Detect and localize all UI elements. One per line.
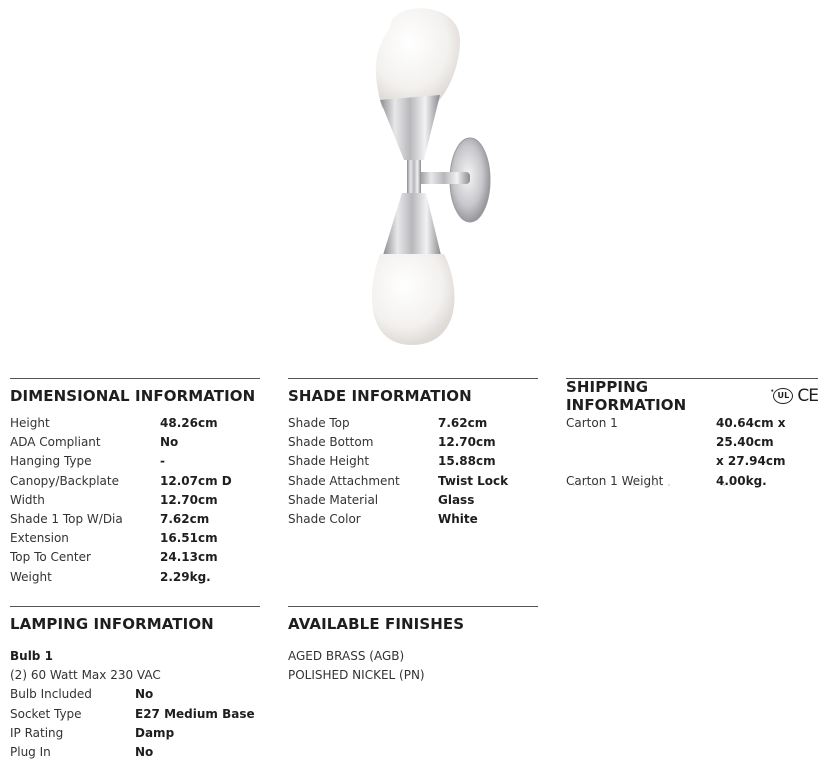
shade-row — [288, 491, 538, 510]
shipping-rows — [566, 414, 818, 491]
shipping-label: Carton 1 Weight — [566, 473, 664, 488]
shipping-title: SHIPPING INFORMATION — [566, 377, 687, 414]
dimensional-section — [10, 378, 260, 587]
dimensional-value: 48.26cm — [160, 416, 218, 430]
bulb-title: Bulb 1 — [10, 649, 53, 663]
lamping-section — [10, 606, 260, 762]
dimensional-row — [10, 414, 260, 433]
lamping-rows — [10, 647, 260, 762]
ul-listed-icon: UL · — [773, 388, 793, 404]
shipping-value: 4.00kg. — [716, 473, 767, 488]
lamping-value: E27 Medium Base — [135, 706, 255, 721]
finishes-title: AVAILABLE FINISHES — [288, 606, 538, 634]
shade-value: Glass — [438, 492, 475, 507]
shade-title: SHADE INFORMATION — [288, 378, 538, 406]
stem — [407, 155, 421, 197]
dimensional-label: Weight — [10, 569, 52, 584]
shade-value: 12.70cm — [438, 435, 496, 450]
shade-label: Shade Height — [288, 454, 370, 469]
dimensional-row — [10, 510, 260, 529]
shade-label: Shade Color — [288, 512, 361, 527]
shade-label: Shade Attachment — [288, 473, 400, 488]
top-glass-globe — [376, 8, 460, 108]
dimensional-row — [10, 529, 260, 548]
lamping-row — [10, 705, 260, 724]
dimensional-row — [10, 568, 260, 587]
shade-row — [288, 510, 538, 529]
dimensional-row — [10, 548, 260, 567]
certification-marks — [773, 386, 818, 406]
lamping-value: No — [135, 745, 154, 760]
bottom-glass-globe — [372, 254, 455, 345]
top-cone — [380, 95, 440, 160]
shade-label: Shade Bottom — [288, 435, 374, 450]
dimensional-row — [10, 433, 260, 452]
shipping-row — [566, 414, 818, 472]
shade-section — [288, 378, 538, 529]
lamping-row — [10, 743, 260, 762]
shade-row — [288, 414, 538, 433]
dimensional-label: Height — [10, 416, 50, 430]
shade-value: 15.88cm — [438, 454, 496, 469]
shade-row — [288, 433, 538, 452]
shipping-value: 40.64cm x 25.40cm x 27.94cm — [716, 416, 786, 469]
shade-value: 7.62cm — [438, 416, 488, 430]
shipping-section — [566, 378, 818, 491]
dimensional-label: Canopy/Backplate — [10, 473, 119, 488]
dimensional-label: Hanging Type — [10, 454, 92, 469]
dimensional-row — [10, 452, 260, 471]
lamping-row — [10, 685, 260, 704]
lamping-spec-rows — [10, 685, 260, 762]
product-image — [340, 0, 520, 350]
bottom-cone — [383, 193, 441, 255]
dimensional-label: Shade 1 Top W/Dia — [10, 512, 123, 527]
finishes-section — [288, 606, 538, 685]
ce-mark-icon: CE — [797, 385, 818, 406]
dimensional-label: ADA Compliant — [10, 435, 101, 450]
shade-row — [288, 452, 538, 471]
dimensional-label: Top To Center — [10, 550, 91, 565]
shipping-title-row — [566, 377, 818, 414]
lamping-label: Socket Type — [10, 706, 82, 721]
dimensional-value: 12.07cm D — [160, 473, 232, 488]
shipping-label: Carton 1 — [566, 416, 618, 430]
dimensional-value: 16.51cm — [160, 531, 218, 546]
dimensional-row — [10, 491, 260, 510]
lamping-value: No — [135, 687, 154, 702]
dimensional-value: 2.29kg. — [160, 569, 211, 584]
dimensional-value: 24.13cm — [160, 550, 218, 565]
shade-rows — [288, 414, 538, 529]
dimensional-label: Width — [10, 492, 45, 507]
lamping-label: Bulb Included — [10, 687, 92, 702]
bulb-description: (2) 60 Watt Max 230 VAC — [10, 668, 161, 683]
shade-value: White — [438, 512, 478, 527]
lamping-value: Damp — [135, 725, 175, 740]
lamping-row — [10, 724, 260, 743]
shade-label: Shade Top — [288, 416, 350, 430]
dimensional-value: 12.70cm — [160, 492, 218, 507]
finish-item: AGED BRASS (AGB) — [288, 649, 405, 663]
finishes-list — [288, 647, 538, 685]
shade-label: Shade Material — [288, 492, 379, 507]
dimensional-value: 7.62cm — [160, 512, 210, 527]
dimensional-rows — [10, 414, 260, 587]
dimensional-title: DIMENSIONAL INFORMATION — [10, 378, 260, 406]
shade-value: Twist Lock — [438, 473, 509, 488]
lamping-label: IP Rating — [10, 725, 64, 740]
arm — [418, 172, 470, 184]
finish-item: POLISHED NICKEL (PN) — [288, 668, 425, 683]
shade-row — [288, 472, 538, 491]
dimensional-value: No — [160, 435, 179, 450]
dimensional-label: Extension — [10, 531, 69, 546]
faded-artifact — [573, 482, 743, 488]
lamping-title: LAMPING INFORMATION — [10, 606, 260, 634]
dimensional-row — [10, 472, 260, 491]
lamping-label: Plug In — [10, 745, 51, 760]
dimensional-value: - — [160, 454, 165, 469]
